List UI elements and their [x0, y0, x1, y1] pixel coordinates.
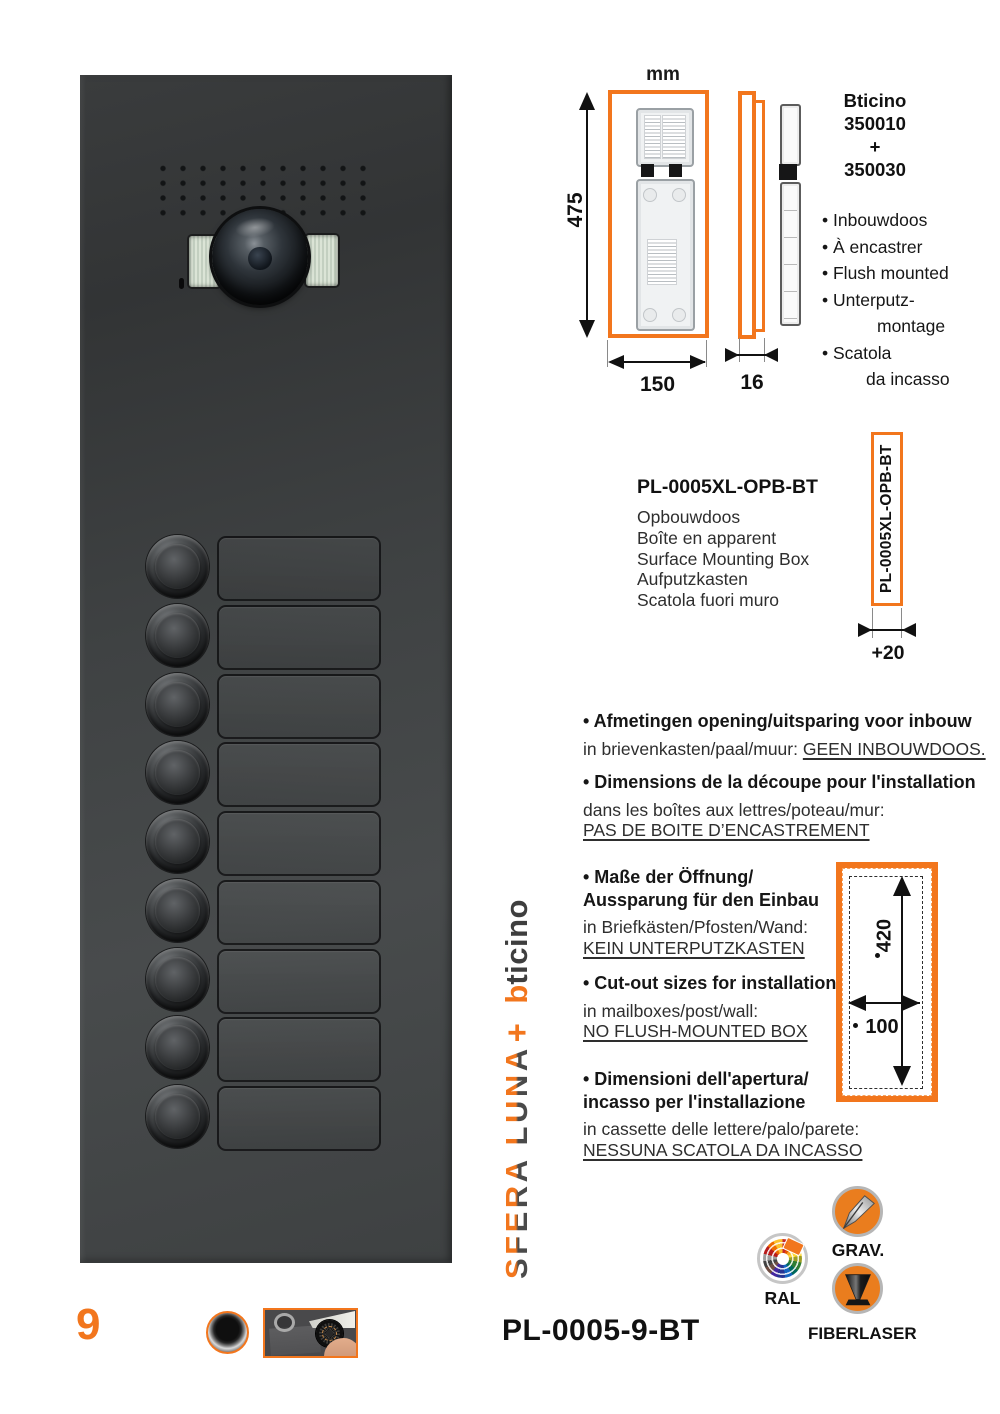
name-plate	[217, 605, 381, 670]
unit-label: mm	[646, 64, 680, 85]
bticino-reference	[825, 89, 925, 181]
call-button-row	[80, 1016, 452, 1080]
call-button-row	[80, 535, 452, 599]
logo-plus: +	[498, 1023, 535, 1043]
name-plate	[217, 742, 381, 807]
section-title-2: incasso per l'installazione	[583, 1091, 806, 1112]
arrow-down-icon	[893, 1066, 911, 1086]
arrow-left-icon	[902, 623, 916, 637]
ral-badge	[757, 1233, 808, 1284]
list-item: montage	[877, 316, 946, 336]
body-text: dans les boîtes aux lettres/poteau/mur:	[583, 799, 885, 820]
list-item: Boîte en apparent	[637, 527, 777, 548]
box-hole	[672, 308, 686, 322]
sfera-luna-bticino-logo	[496, 899, 538, 1279]
label-paper	[644, 115, 661, 159]
section-title: • Afmetingen opening/uitsparing voor inbouw	[583, 711, 972, 731]
underlined-text: NESSUNA SCATOLA DA INCASSO	[583, 1139, 863, 1160]
logo-sfera-luna: SFERA LUNA	[499, 1045, 534, 1279]
flush-box-bottom	[636, 179, 695, 331]
arrow-left-icon	[764, 348, 778, 362]
box-hole	[672, 188, 686, 202]
ref-code-1: 350010	[844, 113, 906, 134]
body-text: in brievenkasten/paal/muur:	[583, 738, 803, 759]
name-plate	[217, 674, 381, 739]
call-button-row	[80, 673, 452, 737]
flush-box-top	[636, 108, 694, 167]
mounting-clip	[669, 164, 682, 177]
body-text: in cassette delle lettere/palo/parete:	[583, 1119, 860, 1139]
call-button-row	[80, 604, 452, 668]
call-button	[146, 948, 209, 1011]
engraving-badge-label: GRAV.	[831, 1240, 885, 1260]
dim-475: 475	[564, 192, 587, 228]
underlined-text: GEEN INBOUWDOOS.	[802, 738, 986, 759]
name-plate	[217, 1086, 381, 1151]
product-code: PL-0005-9-BT	[502, 1314, 700, 1347]
list-item: Aufputzkasten	[637, 569, 748, 590]
section-title: • Dimensioni dell'apertura/	[583, 1069, 809, 1089]
logo-ticino: ticino	[499, 899, 534, 985]
surface-box-title: PL-0005XL-OPB-BT	[637, 476, 818, 498]
section-body	[583, 1119, 993, 1160]
list-item: Opbouwdoos	[637, 507, 741, 527]
name-plate	[217, 536, 381, 601]
photo-metal-ring	[274, 1313, 295, 1332]
name-plate	[217, 880, 381, 945]
engraving-pen-icon	[837, 1191, 879, 1233]
plus-sign: +	[869, 136, 881, 157]
laser-cone-icon	[837, 1268, 879, 1310]
surface-box-tag: PL-0005XL-OPB-BT	[871, 432, 903, 606]
section-title-2: Aussparung für den Einbau	[583, 889, 820, 910]
bracket-clip	[779, 164, 797, 180]
list-item: da incasso	[866, 369, 950, 389]
panel-side-view	[738, 91, 756, 339]
call-button-row	[80, 1085, 452, 1149]
engraving-badge	[832, 1186, 883, 1237]
cutout-section-fr	[583, 771, 993, 841]
installation-photo	[263, 1308, 358, 1358]
ref-code-2: 350030	[844, 159, 906, 180]
body-text: in Briefkästen/Pfosten/Wand:	[583, 917, 809, 937]
arrow-left-icon	[608, 355, 624, 369]
list-item: • Flush mounted	[822, 263, 949, 283]
name-plate	[217, 1017, 381, 1082]
dim-plus20: +20	[871, 642, 905, 664]
box-hole	[643, 308, 657, 322]
ral-badge-label: RAL	[764, 1288, 801, 1308]
label-paper	[647, 239, 677, 285]
camera-lens-dome	[212, 209, 308, 305]
fiberlaser-badge-label: FIBERLASER	[808, 1324, 917, 1343]
dim-100: 100	[865, 1016, 899, 1038]
call-button	[146, 1016, 209, 1079]
bracket-profile-top	[780, 104, 801, 166]
name-plate	[217, 811, 381, 876]
label-paper	[662, 115, 686, 159]
section-body	[583, 739, 993, 760]
call-button-row	[80, 741, 452, 805]
mounting-clip	[641, 164, 654, 177]
microphone-hole	[179, 278, 184, 289]
fiberlaser-badge	[832, 1263, 883, 1314]
brand-name: Bticino	[843, 90, 907, 111]
call-button	[146, 1085, 209, 1148]
dimension-dot	[853, 1023, 858, 1028]
section-title: • Cut-out sizes for installation	[583, 973, 837, 993]
section-body	[583, 800, 993, 841]
dim-16: 16	[740, 371, 764, 394]
body-text: in mailboxes/post/wall:	[583, 1000, 759, 1021]
underlined-text: NO FLUSH-MOUNTED BOX	[583, 1021, 808, 1041]
arrow-right-icon	[858, 623, 872, 637]
list-item: Surface Mounting Box	[637, 548, 810, 569]
ext-line	[872, 608, 873, 638]
camera-illuminator-right	[306, 235, 338, 286]
surface-box-list	[637, 507, 809, 611]
call-button	[146, 810, 209, 873]
section-title: • Dimensions de la découpe pour l'installation	[583, 772, 976, 792]
call-button-row	[80, 810, 452, 874]
list-item: Scatola fuori muro	[637, 590, 780, 611]
page-number: 9	[76, 1300, 101, 1349]
list-item: • Inbouwdoos	[822, 210, 928, 230]
ext-line	[706, 340, 707, 367]
underlined-text: KEIN UNTERPUTZKASTEN	[583, 937, 805, 958]
intercom-panel-photo	[80, 75, 452, 1263]
cutout-section-nl	[583, 710, 993, 759]
arrow-down-icon	[579, 320, 595, 338]
ext-line	[739, 338, 740, 362]
flush-box-front-view	[608, 90, 709, 338]
list-item: • Scatola	[822, 342, 892, 363]
call-button	[146, 535, 209, 598]
underlined-text: PAS DE BOITE D’ENCASTREMENT	[583, 820, 870, 840]
box-hole	[643, 188, 657, 202]
call-button-row	[80, 948, 452, 1012]
list-item: • Unterputz-	[822, 289, 915, 310]
name-plate	[217, 949, 381, 1014]
dashed-cutout-outline	[849, 876, 923, 1089]
bracket-profile-bottom	[780, 182, 801, 326]
dim-line-420	[901, 880, 903, 1082]
list-item: • À encastrer	[822, 236, 923, 257]
arrow-right-icon	[902, 995, 920, 1011]
section-title: • Maße der Öffnung/	[583, 867, 754, 887]
arrow-up-icon	[579, 92, 595, 110]
call-button	[146, 673, 209, 736]
arrow-right-icon	[690, 355, 706, 369]
call-button	[146, 879, 209, 942]
arrow-up-icon	[893, 876, 911, 896]
call-button-photo	[206, 1311, 249, 1354]
logo-b: b	[499, 984, 534, 1004]
cutout-diagram	[836, 862, 938, 1102]
call-button-row	[80, 879, 452, 943]
dim-150: 150	[639, 373, 676, 396]
dimension-dot	[875, 953, 880, 958]
flush-mount-list	[822, 207, 950, 393]
dim-420: 420	[873, 918, 896, 953]
arrow-left-icon	[848, 995, 866, 1011]
call-button	[146, 741, 209, 804]
arrow-right-icon	[725, 348, 739, 362]
call-button	[146, 604, 209, 667]
